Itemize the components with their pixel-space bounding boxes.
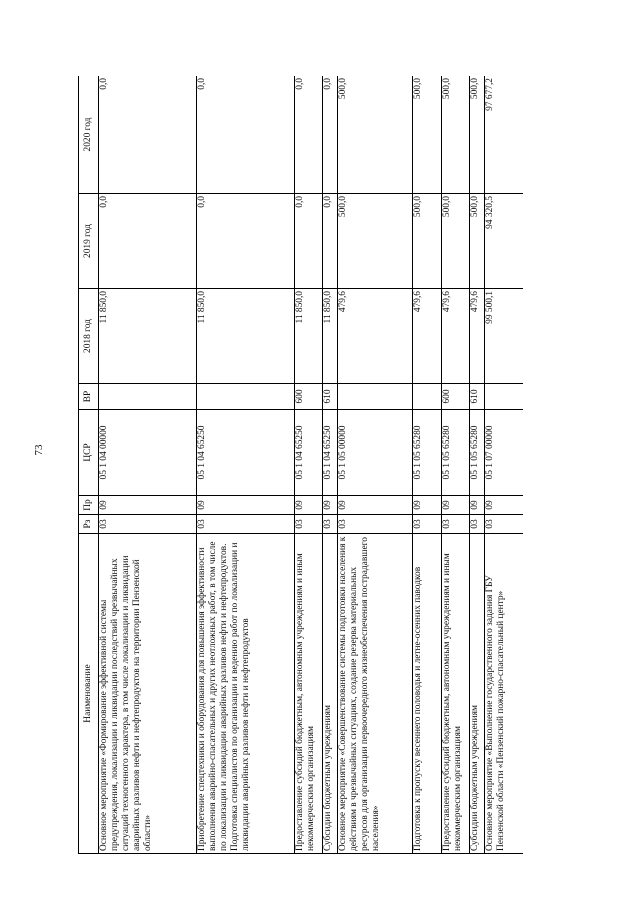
cell-2020: 500,0 (442, 76, 470, 194)
cell-pr: 09 (99, 496, 197, 515)
table-row (197, 76, 295, 854)
budget-table (78, 76, 523, 854)
cell-vr (413, 384, 442, 410)
cell-2019: 0,0 (99, 194, 197, 289)
cell-pr: 09 (485, 496, 524, 515)
header-row (79, 76, 99, 854)
cell-pr: 09 (323, 496, 338, 515)
table-row (323, 76, 338, 854)
cell-vr (197, 384, 295, 410)
cell-2018: 479,6 (338, 289, 413, 384)
col-header-2020: 2020 год (79, 76, 99, 194)
cell-2019: 500,0 (338, 194, 413, 289)
cell-csr: 05 1 04 65250 (323, 410, 338, 496)
table-row (413, 76, 442, 854)
cell-2020: 97 677,2 (485, 76, 524, 194)
cell-pr: 09 (197, 496, 295, 515)
cell-rz: 03 (323, 515, 338, 534)
cell-pr: 09 (470, 496, 485, 515)
cell-vr (338, 384, 413, 410)
cell-csr: 05 1 05 65280 (442, 410, 470, 496)
cell-2020: 0,0 (323, 76, 338, 194)
cell-2020: 0,0 (197, 76, 295, 194)
cell-2020: 500,0 (338, 76, 413, 194)
cell-pr: 09 (413, 496, 442, 515)
col-header-2018: 2018 год (79, 289, 99, 384)
cell-vr (485, 384, 524, 410)
table-row (470, 76, 485, 854)
cell-name: Подготовка к пропуску весеннего половодья и летне-осенних паводков (413, 534, 442, 854)
cell-rz: 03 (197, 515, 295, 534)
cell-2018: 11 850,0 (99, 289, 197, 384)
cell-2019: 94 320,5 (485, 194, 524, 289)
col-header-name: Наименование (79, 534, 99, 854)
cell-csr: 05 1 04 65250 (295, 410, 323, 496)
cell-vr: 610 (323, 384, 338, 410)
cell-rz: 03 (470, 515, 485, 534)
cell-csr: 05 1 04 65250 (197, 410, 295, 496)
cell-vr: 600 (295, 384, 323, 410)
col-header-vr: ВР (79, 384, 99, 410)
cell-name: Предоставление субсидий бюджетным, автономным учреждениям и иным некоммерческим организациям (442, 534, 470, 854)
cell-name: Основное мероприятие «Выполнение государственного задания ГБУ Пензенской области «Пензенский пожарно-спасательный центр» (485, 534, 524, 854)
cell-vr: 610 (470, 384, 485, 410)
cell-name: Субсидии бюджетным учреждениям (323, 534, 338, 854)
page-number: 73 (33, 444, 45, 456)
cell-2018: 479,6 (413, 289, 442, 384)
cell-csr: 05 1 04 00000 (99, 410, 197, 496)
table-row (99, 76, 197, 854)
cell-csr: 05 1 07 00000 (485, 410, 524, 496)
cell-rz: 03 (485, 515, 524, 534)
cell-name: Основное мероприятие «Формирование эффективной системы предупреждения, локализации и ликвидации последствий чрезвычайных ситуаций техногенного характера, в том числе локализации и ликвидации аварийных разливов нефти и нефтепродуктов на территории Пензенской области» (99, 534, 197, 854)
cell-2019: 0,0 (323, 194, 338, 289)
cell-2020: 500,0 (470, 76, 485, 194)
cell-pr: 09 (295, 496, 323, 515)
col-header-rz: Рз (79, 515, 99, 534)
cell-name: Приобретение спецтехники и оборудования для повышения эффективности выполнения аварийно-спасательных и других неотложных работ, в том числе по локализации и ликвидации аварийных разливов нефти и нефтепродуктов. Подготовка специалистов по организации и ведению работ по локализации и ликвидации аварийных разливов нефти и нефтепродуктов (197, 534, 295, 854)
cell-2018: 479,6 (442, 289, 470, 384)
rotated-table-wrapper (78, 76, 523, 854)
cell-rz: 03 (442, 515, 470, 534)
cell-2018: 11 850,0 (323, 289, 338, 384)
cell-2020: 0,0 (99, 76, 197, 194)
cell-2018: 99 500,1 (485, 289, 524, 384)
cell-2020: 500,0 (413, 76, 442, 194)
cell-pr: 09 (338, 496, 413, 515)
cell-name: Основное мероприятие «Совершенствование системы подготовки населения к действиям в чрезвычайных ситуациях, создание резерва материальных ресурсов для организации первоочередного жизнеобеспечения пострадавшего населения» (338, 534, 413, 854)
cell-name: Предоставление субсидий бюджетным, автономным учреждениям и иным некоммерческим организациям (295, 534, 323, 854)
cell-2019: 500,0 (413, 194, 442, 289)
cell-name: Субсидии бюджетным учреждениям (470, 534, 485, 854)
cell-pr: 09 (442, 496, 470, 515)
table-row (338, 76, 413, 854)
cell-rz: 03 (99, 515, 197, 534)
table-row (442, 76, 470, 854)
cell-rz: 03 (413, 515, 442, 534)
cell-vr (99, 384, 197, 410)
cell-2018: 479,6 (470, 289, 485, 384)
cell-2020: 0,0 (295, 76, 323, 194)
cell-rz: 03 (338, 515, 413, 534)
cell-csr: 05 1 05 00000 (338, 410, 413, 496)
col-header-2019: 2019 год (79, 194, 99, 289)
cell-2018: 11 850,0 (295, 289, 323, 384)
table-row (295, 76, 323, 854)
col-header-pr: Пр (79, 496, 99, 515)
cell-2019: 500,0 (442, 194, 470, 289)
col-header-csr: ЦСР (79, 410, 99, 496)
cell-vr: 600 (442, 384, 470, 410)
cell-rz: 03 (295, 515, 323, 534)
cell-2019: 500,0 (470, 194, 485, 289)
cell-2019: 0,0 (197, 194, 295, 289)
cell-2018: 11 850,0 (197, 289, 295, 384)
cell-csr: 05 1 05 65280 (413, 410, 442, 496)
cell-csr: 05 1 05 65280 (470, 410, 485, 496)
table-row (485, 76, 524, 854)
cell-2019: 0,0 (295, 194, 323, 289)
